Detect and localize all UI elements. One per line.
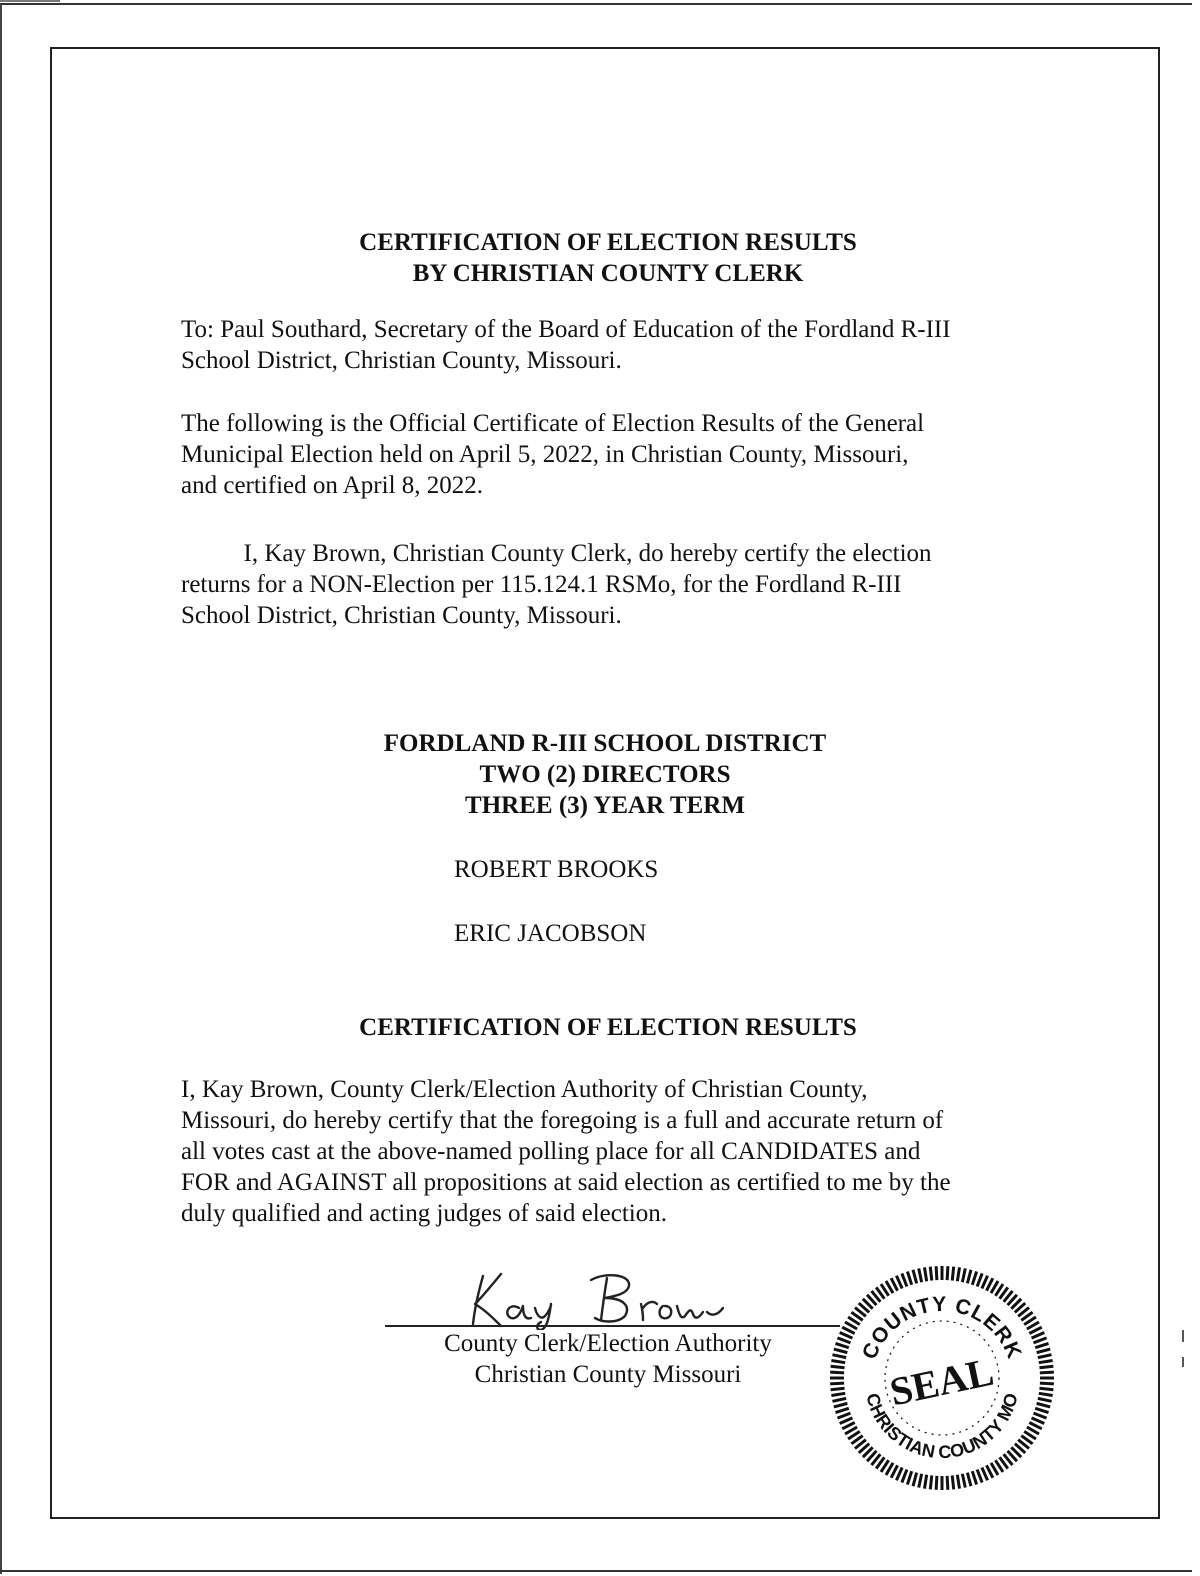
seal-tick [947, 1476, 948, 1490]
county-clerk-seal [827, 1263, 1057, 1493]
seal-tick [919, 1474, 922, 1488]
seal-tick [1039, 1393, 1053, 1395]
seal-tick [834, 1403, 848, 1407]
seal-tick [962, 1474, 965, 1488]
document-title [230, 227, 986, 289]
scan-bottom-border [0, 1570, 1192, 1572]
results-paragraph: I, Kay Brown, County Clerk/Election Authority of Christian County, Missouri, do hereby certify that the foregoing is a full and accurate return of all votes cast at the above-named polling place for all CANDIDATES and FOR and AGAINST all propositions at said election as certified to me by the duly qualified and acting judges of said election. [181, 1076, 951, 1227]
seal-tick [919, 1268, 922, 1282]
seal-tick [902, 1273, 907, 1286]
seal-tick [967, 1270, 971, 1284]
margin-mark [1182, 1357, 1184, 1367]
seal-tick [1032, 1332, 1045, 1338]
seal-tick [913, 1270, 917, 1284]
seal-tick [1039, 1388, 1053, 1389]
margin-mark [1182, 1330, 1184, 1342]
seal-tick [840, 1418, 853, 1424]
signer-county: Christian County Missouri [474, 1361, 742, 1388]
seal-tick [1037, 1349, 1051, 1353]
seal-tick [952, 1267, 953, 1281]
seal-tick [1033, 1338, 1046, 1343]
seal-tick [832, 1355, 846, 1358]
race-seats: TWO (2) DIRECTORS [479, 761, 731, 788]
seal-tick [831, 1360, 845, 1362]
seal-tick [1039, 1366, 1053, 1367]
seal-tick [1040, 1383, 1054, 1384]
seal-tick [913, 1473, 917, 1487]
svg-text:SEAL: SEAL [885, 1348, 998, 1415]
seal-tick [907, 1271, 911, 1284]
signature-line [385, 1325, 840, 1327]
seal-tick [831, 1393, 845, 1395]
seal-tick [967, 1473, 971, 1487]
signer-title: County Clerk/Election Authority [444, 1330, 772, 1357]
seal-tick [834, 1349, 848, 1353]
seal-tick [1038, 1398, 1052, 1401]
seal-tick [896, 1276, 902, 1289]
candidate-name: ROBERT BROOKS [454, 856, 659, 883]
addressee-paragraph: To: Paul Southard, Secretary of the Board of Education of the Fordland R-III School District, Christian County, Missouri. [181, 316, 951, 374]
seal-tick [837, 1338, 850, 1343]
title-line-1: CERTIFICATION OF ELECTION RESULTS [359, 229, 857, 256]
scan-top-mark [0, 0, 60, 2]
seal-tick [832, 1398, 846, 1401]
seal-tick [902, 1469, 907, 1482]
seal-tick [957, 1267, 959, 1281]
seal-tick [977, 1469, 982, 1482]
seal-tick [982, 1468, 988, 1481]
seal-tick [924, 1475, 926, 1489]
handwritten-signature [445, 1268, 775, 1330]
seal-tick [831, 1366, 845, 1367]
seal-tick [947, 1266, 948, 1280]
seal-tick [830, 1372, 844, 1373]
results-heading: CERTIFICATION OF ELECTION RESULTS [359, 1014, 857, 1041]
seal-tick [1038, 1355, 1052, 1358]
seal-tick [982, 1276, 988, 1289]
race-term: THREE (3) YEAR TERM [465, 792, 745, 819]
seal-tick [977, 1273, 982, 1286]
seal-tick [952, 1475, 953, 1489]
seal-tick [1035, 1343, 1048, 1347]
seal-tick [907, 1471, 911, 1484]
seal-tick [1040, 1372, 1054, 1373]
seal-tick [840, 1332, 853, 1338]
svg-text:COUNTY CLERK: COUNTY CLERK [858, 1292, 1026, 1363]
race-district: FORDLAND R-III SCHOOL DISTRICT [383, 730, 827, 757]
seal-tick [837, 1413, 850, 1418]
seal-tick [930, 1475, 931, 1489]
svg-text:CHRISTIAN COUNTY MO: CHRISTIAN COUNTY MO [862, 1390, 1022, 1463]
scan-top-border [0, 3, 1192, 5]
scan-left-border [0, 4, 2, 1574]
seal-tick [957, 1475, 959, 1489]
certification-paragraph: I, Kay Brown, Christian County Clerk, do hereby certify the election returns for a NON-Election per 115.124.1 RSMo, for the Fordland R-III School District, Christian County, Missouri. [181, 540, 932, 629]
seal-tick [896, 1468, 902, 1481]
seal-tick [924, 1267, 926, 1281]
seal-tick [1039, 1360, 1053, 1362]
seal-tick [1037, 1403, 1051, 1407]
seal-tick [930, 1267, 931, 1281]
race-heading [260, 728, 950, 821]
seal-tick [830, 1383, 844, 1384]
seal-tick [972, 1271, 976, 1284]
seal-tick [835, 1343, 848, 1347]
seal-tick [972, 1471, 976, 1484]
title-line-2: BY CHRISTIAN COUNTY CLERK [412, 260, 804, 287]
seal-tick [1033, 1413, 1046, 1418]
candidate-name: ERIC JACOBSON [454, 920, 647, 947]
seal-tick [831, 1388, 845, 1389]
signature-block [385, 1268, 845, 1388]
seal-tick [835, 1408, 848, 1412]
seal-tick [962, 1268, 965, 1282]
intro-paragraph: The following is the Official Certificate of Election Results of the General Municipal Election held on April 5, 2022, in Christian County, Missouri, and certified on April 8, 2022. [181, 410, 925, 499]
seal-tick [936, 1476, 937, 1490]
seal-tick [1035, 1408, 1048, 1412]
seal-tick [936, 1266, 937, 1280]
seal-tick [1032, 1418, 1045, 1424]
